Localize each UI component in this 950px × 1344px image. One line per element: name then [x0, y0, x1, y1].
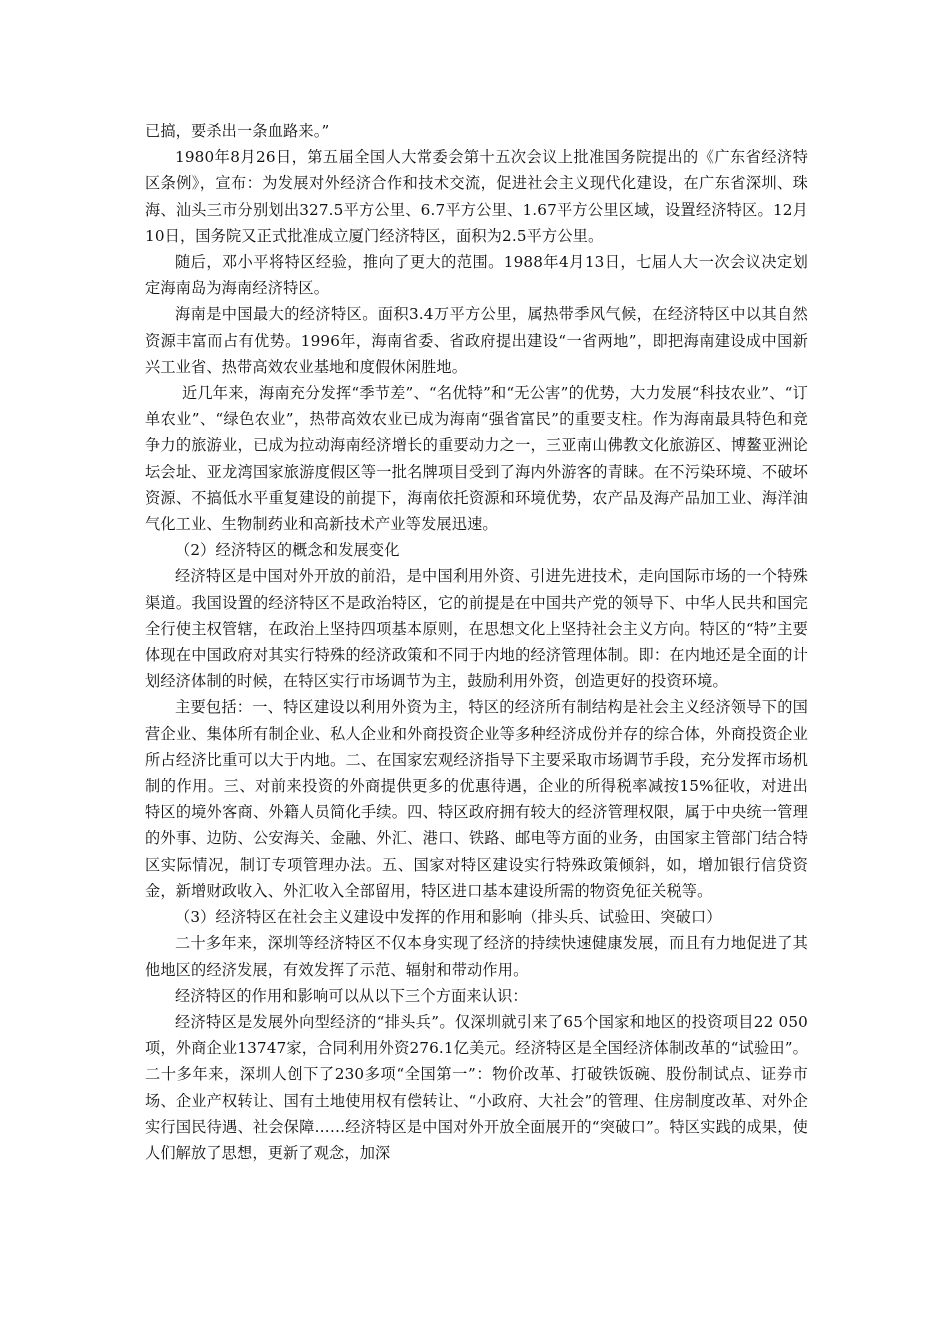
paragraph-continuation: 已搞，要杀出一条血路来。” — [145, 122, 330, 140]
paragraph-roles: 经济特区是发展外向型经济的“排头兵”。仅深圳就引来了65个国家和地区的投资项目22 050项，外商企业13747家，合同利用外资276.1亿美元。经济特区是全国经济体制改革的“试验田”。二十多年来，深圳人创下了230多项“全国第一”：物价改革、打破铁饭碗、股份制试点、证券市场、企业产权转让、国有土地使用权有偿转让、“小政府、大社会”的管理、住房制度改革、对外企实行国民待遇、社会保障……经济特区是中国对外开放全面展开的“突破口”。特区实践的成果，使人们解放了思想，更新了观念，加深 — [145, 1012, 808, 1162]
document-body — [145, 118, 808, 1166]
paragraph-hainan-overview: 海南是中国最大的经济特区。面积3.4万平方公里，属热带季风气候，在经济特区中以其自然资源丰富而占有优势。1996年，海南省委、省政府提出建设“一省两地”，即把海南建设成中国新兴工业省、热带高效农业基地和度假休闲胜地。 — [145, 305, 808, 376]
section-heading-3: （3）经济特区在社会主义建设中发挥的作用和影响（排头兵、试验田、突破口） — [175, 908, 722, 927]
paragraph-three-aspects: 经济特区的作用和影响可以从以下三个方面来认识： — [175, 986, 528, 1005]
paragraph-main-points: 主要包括：一、特区建设以利用外资为主，特区的经济所有制结构是社会主义经济领导下的国营企业、集体所有制企业、私人企业和外商投资企业等多种经济成份并存的综合体，外商投资企业所占经济比重可以大于内地。二、在国家宏观经济指导下主要采取市场调节手段，充分发挥市场机制的作用。三、对前来投资的外商提供更多的优惠待遇，企业的所得税率减按15%征收，对进出特区的境外客商、外籍人员简化手续。四、特区政府拥有较大的经济管理权限，属于中央统一管理的外事、边防、公安海关、金融、外汇、港口、铁路、邮电等方面的业务，由国家主管部门结合特区实际情况，制订专项管理办法。五、国家对特区建设实行特殊政策倾斜，如，增加银行信贷资金，新增财政收入、外汇收入全部留用，特区进口基本建设所需的物资免征关税等。 — [145, 698, 808, 900]
paragraph-hainan-designation: 随后，邓小平将特区经验，推向了更大的范围。1988年4月13日，七届人大一次会议决定划定海南岛为海南经济特区。 — [145, 253, 808, 298]
paragraph-hainan-development: 近几年来，海南充分发挥“季节差”、“名优特”和“无公害”的优势，大力发展“科技农业”、“订单农业”、“绿色农业”，热带高效农业已成为海南“强省富民”的重要支柱。作为海南最具特色和竞争力的旅游业，已成为拉动海南经济增长的重要动力之一，三亚南山佛教文化旅游区、博鳌亚洲论坛会址、亚龙湾国家旅游度假区等一批名牌项目受到了海内外游客的青睐。在不污染环境、不破坏资源、不搞低水平重复建设的前提下，海南依托资源和环境优势，农产品及海产品加工业、海洋油气化工业、生物制药业和高新技术产业等发展迅速。 — [145, 384, 808, 534]
section-heading-2: （2）经济特区的概念和发展变化 — [175, 541, 400, 560]
paragraph-twenty-years: 二十多年来，深圳等经济特区不仅本身实现了经济的持续快速健康发展，而且有力地促进了其他地区的经济发展，有效发挥了示范、辐射和带动作用。 — [145, 934, 808, 979]
paragraph-concept: 经济特区是中国对外开放的前沿，是中国利用外资、引进先进技术，走向国际市场的一个特殊渠道。我国设置的经济特区不是政治特区，它的前提是在中国共产党的领导下、中华人民共和国完全行使主权管辖，在政治上坚持四项基本原则，在思想文化上坚持社会主义方向。特区的“特”主要体现在中国政府对其实行特殊的经济政策和不同于内地的经济管理体制。即：在内地还是全面的计划经济体制的时候，在特区实行市场调节为主，鼓励利用外资，创造更好的投资环境。 — [145, 567, 808, 691]
paragraph-1980-regulations: 1980年8月26日，第五届全国人大常委会第十五次会议上批准国务院提出的《广东省经济特区条例》，宣布：为发展对外经济合作和技术交流，促进社会主义现代化建设，在广东省深圳、珠海、汕头三市分别划出327.5平方公里、6.7平方公里、1.67平方公里区域，设置经济特区。12月10日，国务院又正式批准成立厦门经济特区，面积为2.5平方公里。 — [145, 148, 808, 245]
